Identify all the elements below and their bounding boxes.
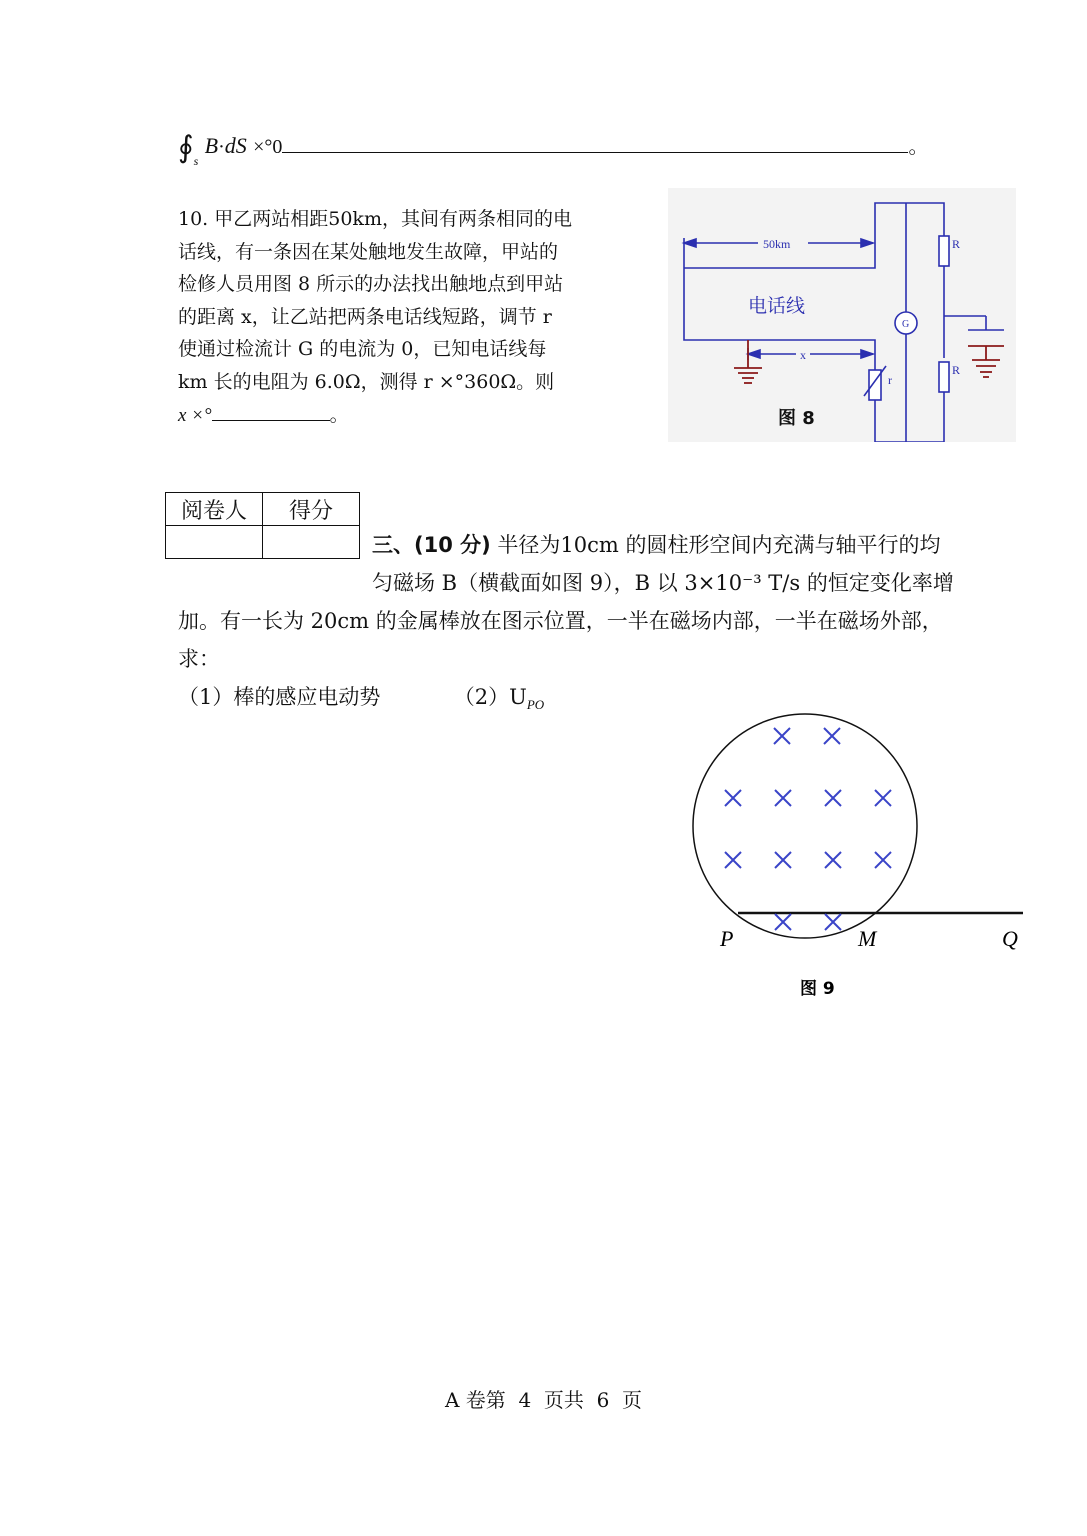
field-marks [725,728,891,930]
section-3-line1 [372,528,1042,562]
section-3-text: 半径为10cm 的圆柱形空间内充满与轴平行的均 [497,533,941,557]
dot-operator: · [218,136,225,158]
integral-equals: ×°0 [253,136,283,158]
answer-blank-integral[interactable] [282,130,908,153]
section-3-line3: 加。有一长为 20cm 的金属棒放在图示位置，一半在磁场内部，一半在磁场外部， [178,609,943,633]
x-distance-label: x [800,348,806,362]
score-header: 得分 [263,493,360,526]
telephone-line-label: 电话线 [748,295,806,317]
grader-header: 阅卷人 [166,493,263,526]
figure-9-caption: 图 9 [800,979,835,999]
answer-blank-x[interactable] [212,398,330,421]
subquestion-1: （1）棒的感应电动势 [178,685,381,709]
q10-line: 10. 甲乙两站相距50km，其间有两条相同的电 [178,208,572,230]
grader-cell[interactable] [166,526,263,559]
contour-integral-symbol: ∮ [178,131,194,164]
section-3-line2: 匀磁场 B（横截面如图 9），B 以 3×10⁻³ T/s 的恒定变化率增 [372,571,954,595]
point-p-label: P [720,926,734,951]
q10-answer-suffix: 。 [329,404,349,426]
variable-resistor-label: r [888,373,892,387]
resistor-bottom-label: R [952,363,961,377]
q10-answer-prefix: x ×° [178,405,212,426]
q10-line: 使通过检流计 G 的电流为 0，已知电话线每 [178,338,547,360]
subquestion-2-subscript: PO [526,697,545,712]
section-3-subquestions [178,680,544,722]
q10-line: km 长的电阻为 6.0Ω，测得 r ×°360Ω。则 [178,370,555,393]
page-footer: A 卷第 4 页共 6 页 [444,1388,643,1412]
integral-formula [178,130,958,177]
integral-subscript: s [193,154,199,168]
vector-ds: dS [224,133,247,158]
vector-b: B [204,133,219,158]
question-10 [178,203,648,433]
point-q-label: Q [1002,926,1018,951]
figure-8-caption: 图 8 [778,408,815,429]
section-3-line4: 求： [178,647,220,671]
figure-9 [690,708,1035,1008]
point-m-label: M [858,926,877,951]
galvanometer-label: G [902,319,910,330]
section-3-heading: 三、(10 分) [372,533,491,557]
q10-line: 的距离 x，让乙站把两条电话线短路，调节 r [178,305,552,328]
figure-8 [668,188,1016,442]
q10-answer-line [178,398,648,433]
subquestion-2: （2）U [453,685,527,709]
q10-line: 话线，有一条因在某处触地发生故障，甲站的 [178,240,559,263]
period: 。 [908,134,929,158]
circuit-diagram [668,188,1016,442]
resistor-top-label: R [952,237,961,251]
field-region-circle [693,714,917,938]
q10-line: 检修人员用图 8 所示的办法找出触地点到甲站 [178,273,564,295]
magnetic-field-diagram [690,708,1035,1008]
score-cell[interactable] [263,526,360,559]
distance-50km-label: 50km [763,237,791,251]
grading-table [165,492,360,559]
